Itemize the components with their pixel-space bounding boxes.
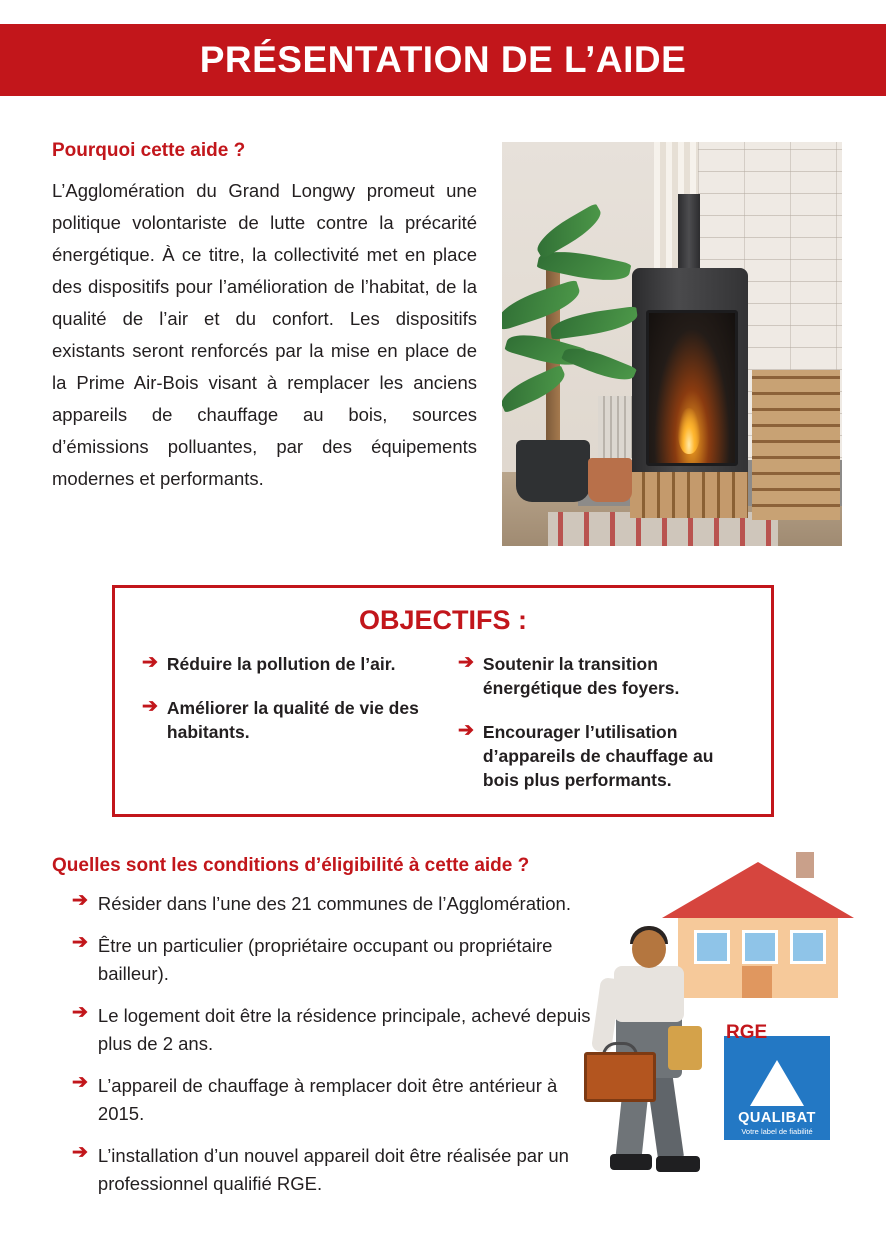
worker-shirt bbox=[614, 966, 684, 1022]
page-title: PRÉSENTATION DE L’AIDE bbox=[199, 39, 687, 80]
objective-label: Réduire la pollution de l’air. bbox=[166, 654, 396, 674]
roof-shape bbox=[662, 862, 854, 918]
condition-label: Résider dans l’une des 21 communes de l’Agglomération. bbox=[97, 893, 571, 914]
conditions-heading: Quelles sont les conditions d’éligibilité à cette aide ? bbox=[52, 855, 530, 876]
objective-label: Encourager l’utilisation d’appareils de chauffage au bois plus performants. bbox=[482, 722, 714, 790]
qualibat-label: QUALIBAT bbox=[738, 1110, 816, 1126]
qualibat-slogan: Votre label de fiabilité bbox=[741, 1127, 813, 1136]
condition-label: Être un particulier (propriétaire occupant ou propriétaire bailleur). bbox=[97, 935, 553, 984]
list-item bbox=[72, 890, 602, 918]
objectives-title: OBJECTIFS : bbox=[358, 605, 527, 635]
photo-plant-pot bbox=[516, 440, 590, 502]
arrow-right-icon: ➔ bbox=[142, 652, 158, 673]
objective-item bbox=[458, 720, 752, 792]
arrow-right-icon: ➔ bbox=[72, 1072, 88, 1093]
window-icon bbox=[790, 930, 826, 964]
arrow-right-icon: ➔ bbox=[142, 696, 158, 717]
condition-label: L’appareil de chauffage à remplacer doit être antérieur à 2015. bbox=[97, 1075, 558, 1124]
worker-illustration bbox=[580, 930, 730, 1182]
objective-item bbox=[142, 652, 436, 676]
list-item bbox=[72, 1002, 602, 1058]
arrow-right-icon: ➔ bbox=[458, 652, 474, 673]
toolbox-icon bbox=[584, 1052, 656, 1102]
tool-belt-icon bbox=[668, 1026, 702, 1070]
intro-paragraph: L’Agglomération du Grand Longwy promeut une politique volontariste de lutte contre la précarité énergétique. À ce titre, la collectivité met en place des dispositifs pour l’amélioration de l’habitat, de la qualité de l’air et du confort. Les dispositifs existants seront renforcés par la mise en place de la Prime Air-Bois visant à remplacer les anciens appareils de chauffage au bois, sources d’émissions polluantes, par des équipements modernes et performants. bbox=[52, 180, 477, 489]
rge-label: RGE bbox=[726, 1022, 768, 1043]
arrow-right-icon: ➔ bbox=[72, 932, 88, 953]
objective-label: Soutenir la transition énergétique des foyers. bbox=[482, 654, 680, 698]
objective-item bbox=[142, 696, 436, 744]
arrow-right-icon: ➔ bbox=[458, 720, 474, 741]
window-icon bbox=[742, 930, 778, 964]
flame-icon bbox=[678, 408, 700, 454]
arrow-right-icon: ➔ bbox=[72, 890, 88, 911]
rge-qualibat-logo bbox=[724, 1022, 830, 1140]
condition-label: L’installation d’un nouvel appareil doit être réalisée par un professionnel qualifié RGE. bbox=[97, 1145, 569, 1194]
worker-shoe bbox=[610, 1154, 652, 1170]
worker-head bbox=[632, 930, 666, 968]
worker-shoe bbox=[656, 1156, 700, 1172]
photo-log-stack bbox=[752, 370, 840, 520]
list-item bbox=[72, 932, 602, 988]
arrow-right-icon: ➔ bbox=[72, 1142, 88, 1163]
triangle-icon bbox=[750, 1060, 804, 1106]
objectives-column-left bbox=[142, 652, 436, 812]
door-icon bbox=[742, 966, 772, 998]
photo-stove-pipe bbox=[678, 194, 700, 272]
arrow-right-icon: ➔ bbox=[72, 1002, 88, 1023]
stove-photo bbox=[502, 142, 842, 546]
intro-heading: Pourquoi cette aide ? bbox=[52, 140, 246, 161]
list-item bbox=[72, 1072, 602, 1128]
list-item bbox=[72, 1142, 602, 1198]
photo-log-box bbox=[630, 472, 748, 518]
objective-item bbox=[458, 652, 752, 700]
objectives-grid bbox=[142, 652, 752, 812]
photo-plant-pot-small bbox=[588, 458, 632, 502]
condition-label: Le logement doit être la résidence principale, achevé depuis plus de 2 ans. bbox=[97, 1005, 591, 1054]
objective-label: Améliorer la qualité de vie des habitants. bbox=[166, 698, 419, 742]
objectives-column-right bbox=[458, 652, 752, 812]
conditions-list bbox=[72, 890, 602, 1212]
